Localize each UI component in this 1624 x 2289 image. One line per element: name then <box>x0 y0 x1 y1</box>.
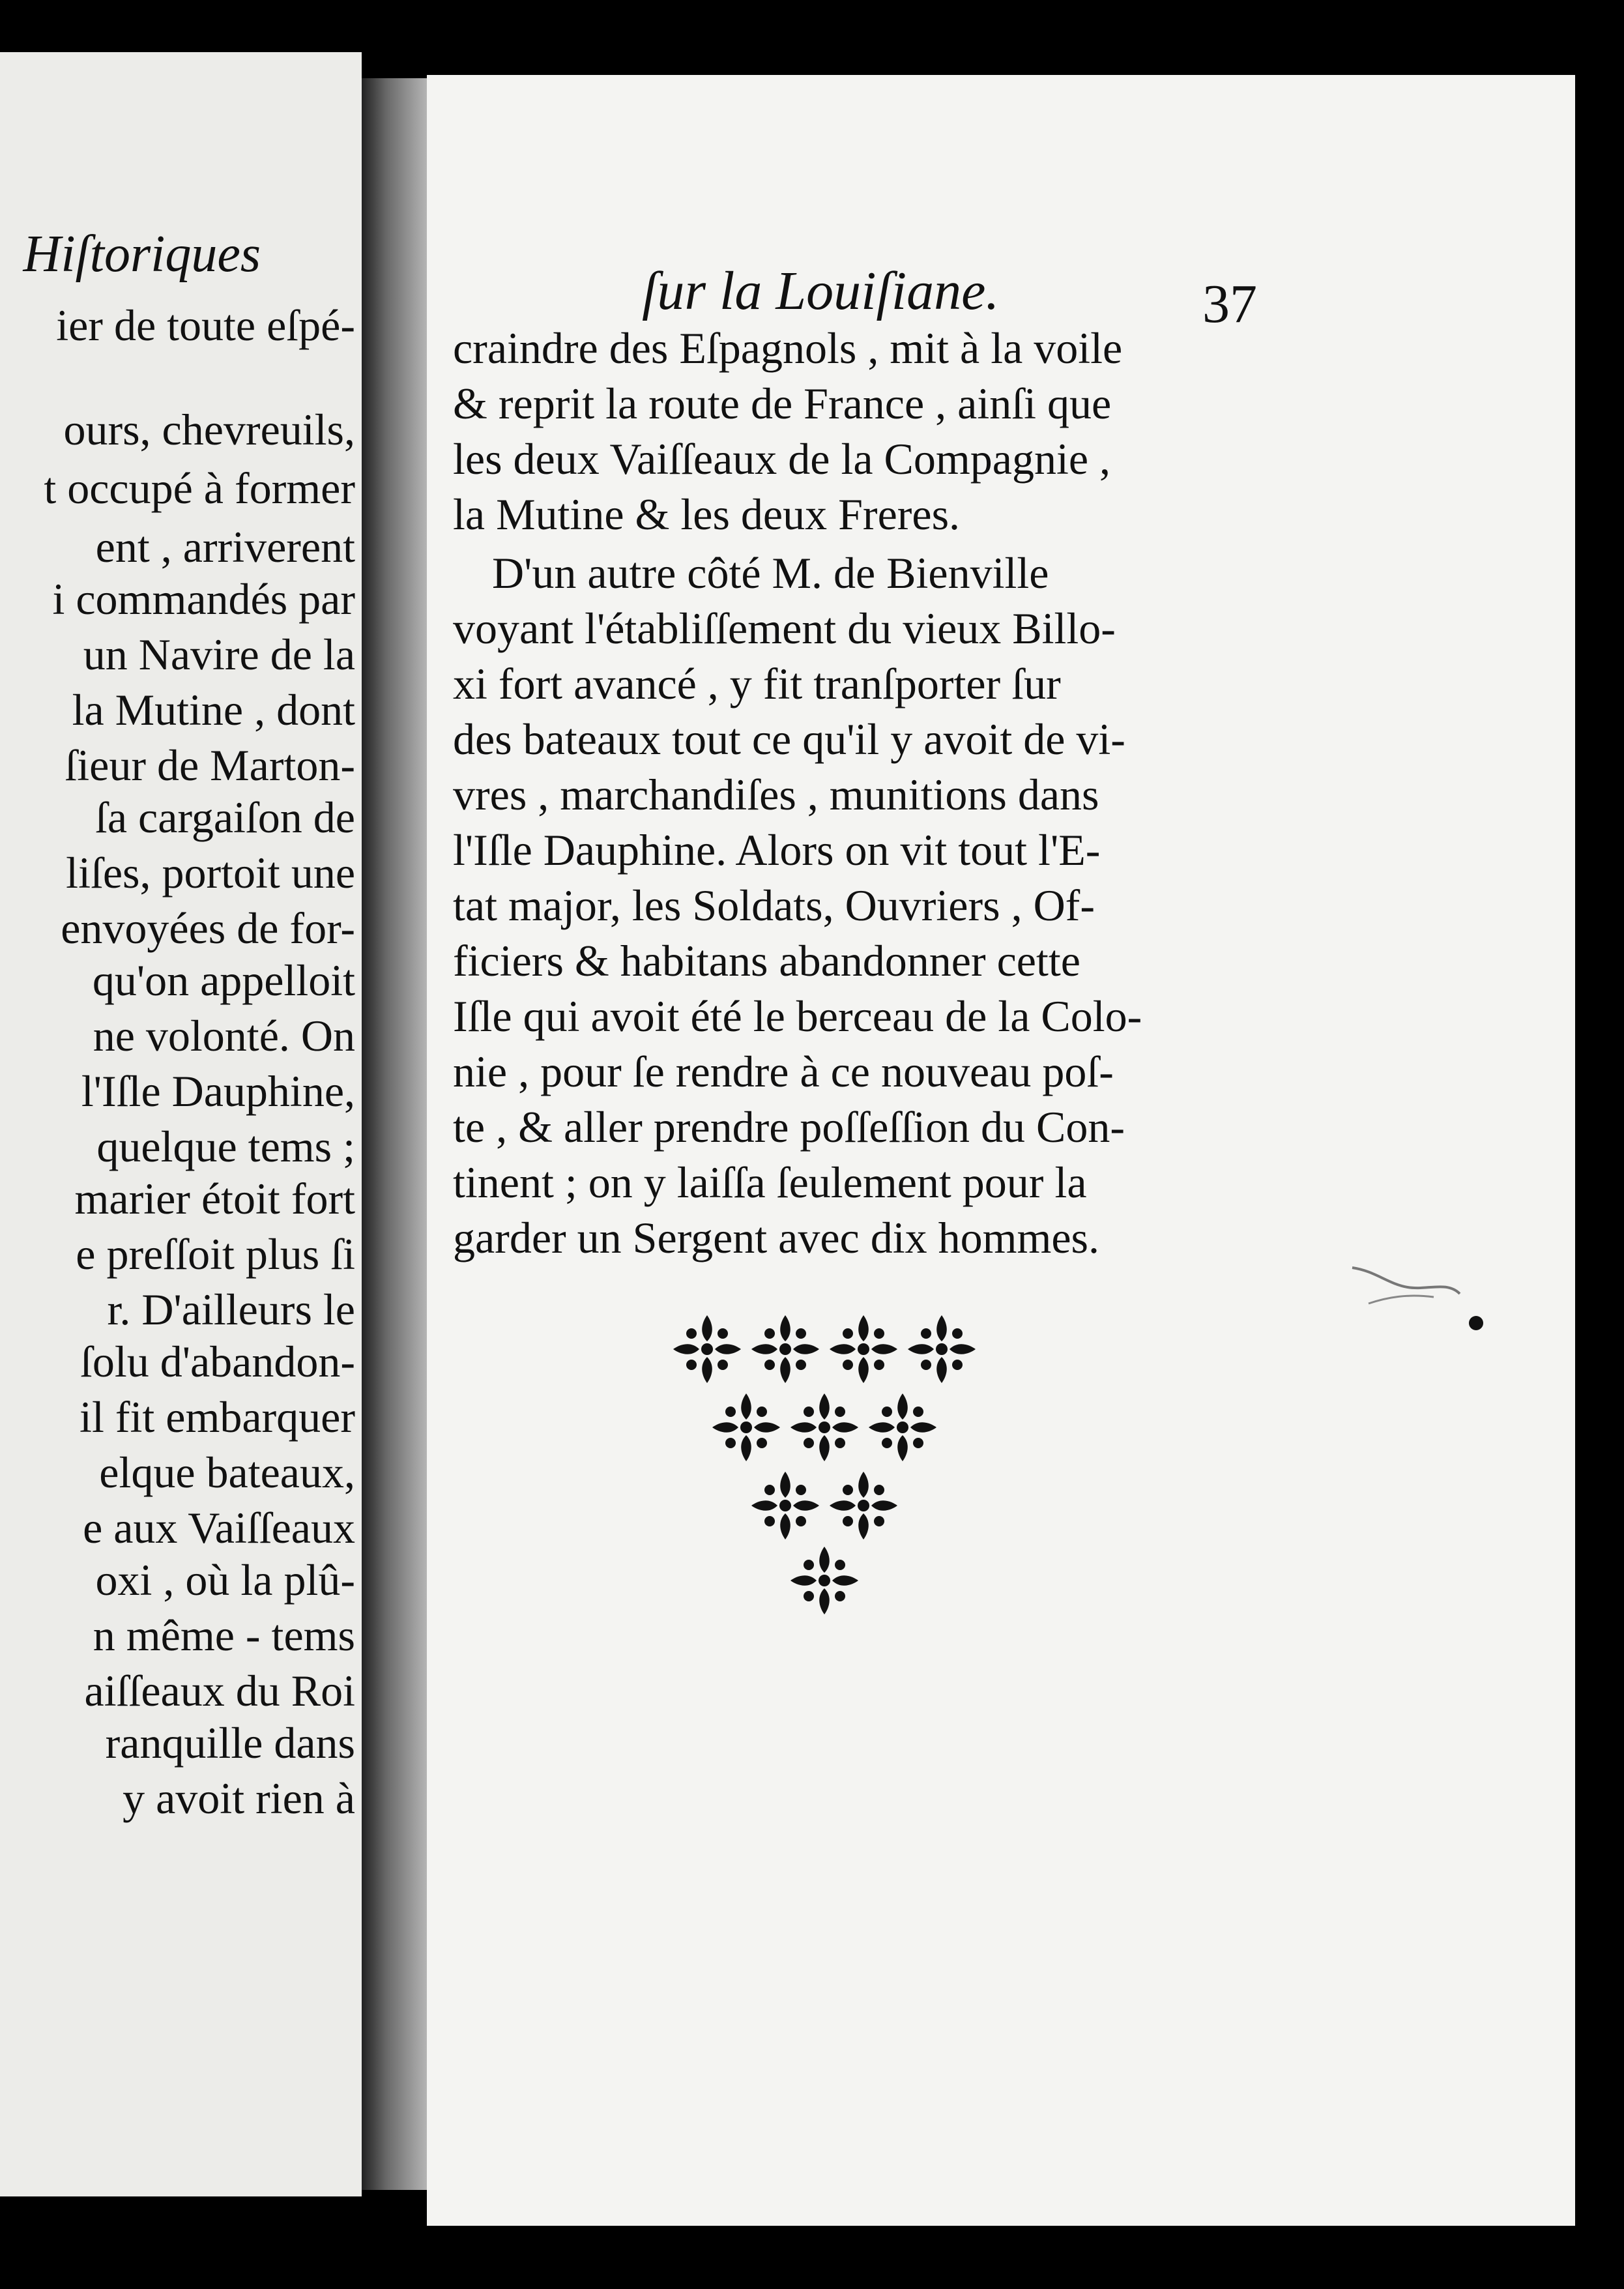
left-line: il fit embarquer <box>80 1392 355 1442</box>
left-line: ſolu d'abandon- <box>80 1337 355 1386</box>
left-line: ne volonté. On <box>93 1011 355 1060</box>
left-line: aiſſeaux du Roi <box>84 1666 355 1715</box>
running-header: ſur la Louiſiane. <box>642 261 1000 321</box>
body-line: la Mutine & les deux Freres. <box>453 489 961 539</box>
left-line: i commandés par <box>52 574 355 624</box>
left-line: elque bateaux, <box>99 1448 355 1497</box>
left-line: oxi , où la plû- <box>95 1555 355 1605</box>
left-line: e preſſoit plus ſi <box>76 1229 355 1279</box>
body-line: garder un Sergent avec dix hommes. <box>453 1213 1100 1262</box>
left-line: e aux Vaiſſeaux <box>83 1503 355 1553</box>
fleuron-triangle-ornament-icon <box>665 1310 1062 1623</box>
left-line: ier de toute eſpé- <box>56 300 355 350</box>
body-line: xi fort avancé , y fit tranſporter ſur <box>453 659 1061 708</box>
body-line: des bateaux tout ce qu'il y avoit de vi- <box>453 714 1125 764</box>
left-line: qu'on appelloit <box>92 955 355 1005</box>
margin-mark-icon <box>1349 1258 1486 1336</box>
left-line: ſa cargaiſon de <box>94 793 355 842</box>
left-line: envoyées de for- <box>61 903 355 953</box>
left-line: la Mutine , dont <box>72 685 355 735</box>
body-line: D'un autre côté M. de Bienville <box>492 548 1049 598</box>
right-page <box>427 75 1575 2226</box>
left-line: liſes, portoit une <box>66 848 355 897</box>
left-line: n même - tems <box>93 1611 355 1660</box>
left-running-header: Hiſtoriques <box>23 226 261 283</box>
body-line: Iſle qui avoit été le berceau de la Colo- <box>453 991 1142 1041</box>
left-line: t occupé à former <box>44 463 355 513</box>
left-line: r. D'ailleurs le <box>107 1285 355 1334</box>
page-number: 37 <box>1202 274 1257 334</box>
body-line: l'Iſle Dauphine. Alors on vit tout l'E- <box>453 825 1101 875</box>
body-line: voyant l'établiſſement du vieux Billo- <box>453 604 1116 653</box>
body-line: tinent ; on y laiſſa ſeulement pour la <box>453 1158 1087 1207</box>
left-line: l'Iſle Dauphine, <box>81 1066 355 1116</box>
left-line: y avoit rien à <box>123 1773 355 1823</box>
left-line: ſieur de Marton- <box>65 740 355 790</box>
left-line: marier étoit fort <box>74 1174 355 1223</box>
body-line: tat major, les Soldats, Ouvriers , Of- <box>453 881 1095 930</box>
body-line: craindre des Eſpagnols , mit à la voile <box>453 323 1123 373</box>
body-line: & reprit la route de France , ainſi que <box>453 379 1112 428</box>
body-line: te , & aller prendre poſſeſſion du Con- <box>453 1102 1125 1152</box>
body-line: nie , pour ſe rendre à ce nouveau poſ- <box>453 1047 1114 1096</box>
left-line: ranquille dans <box>105 1718 355 1768</box>
left-line: quelque tems ; <box>96 1122 355 1171</box>
body-line: vres , marchandiſes , munitions dans <box>453 770 1099 819</box>
left-line: ours, chevreuils, <box>63 405 355 454</box>
left-page <box>0 52 362 2196</box>
body-line: les deux Vaiſſeaux de la Compagnie , <box>453 434 1111 484</box>
body-line: ficiers & habitans abandonner cette <box>453 936 1080 985</box>
left-line: un Navire de la <box>83 630 355 679</box>
left-line: ent , arriverent <box>95 522 355 572</box>
